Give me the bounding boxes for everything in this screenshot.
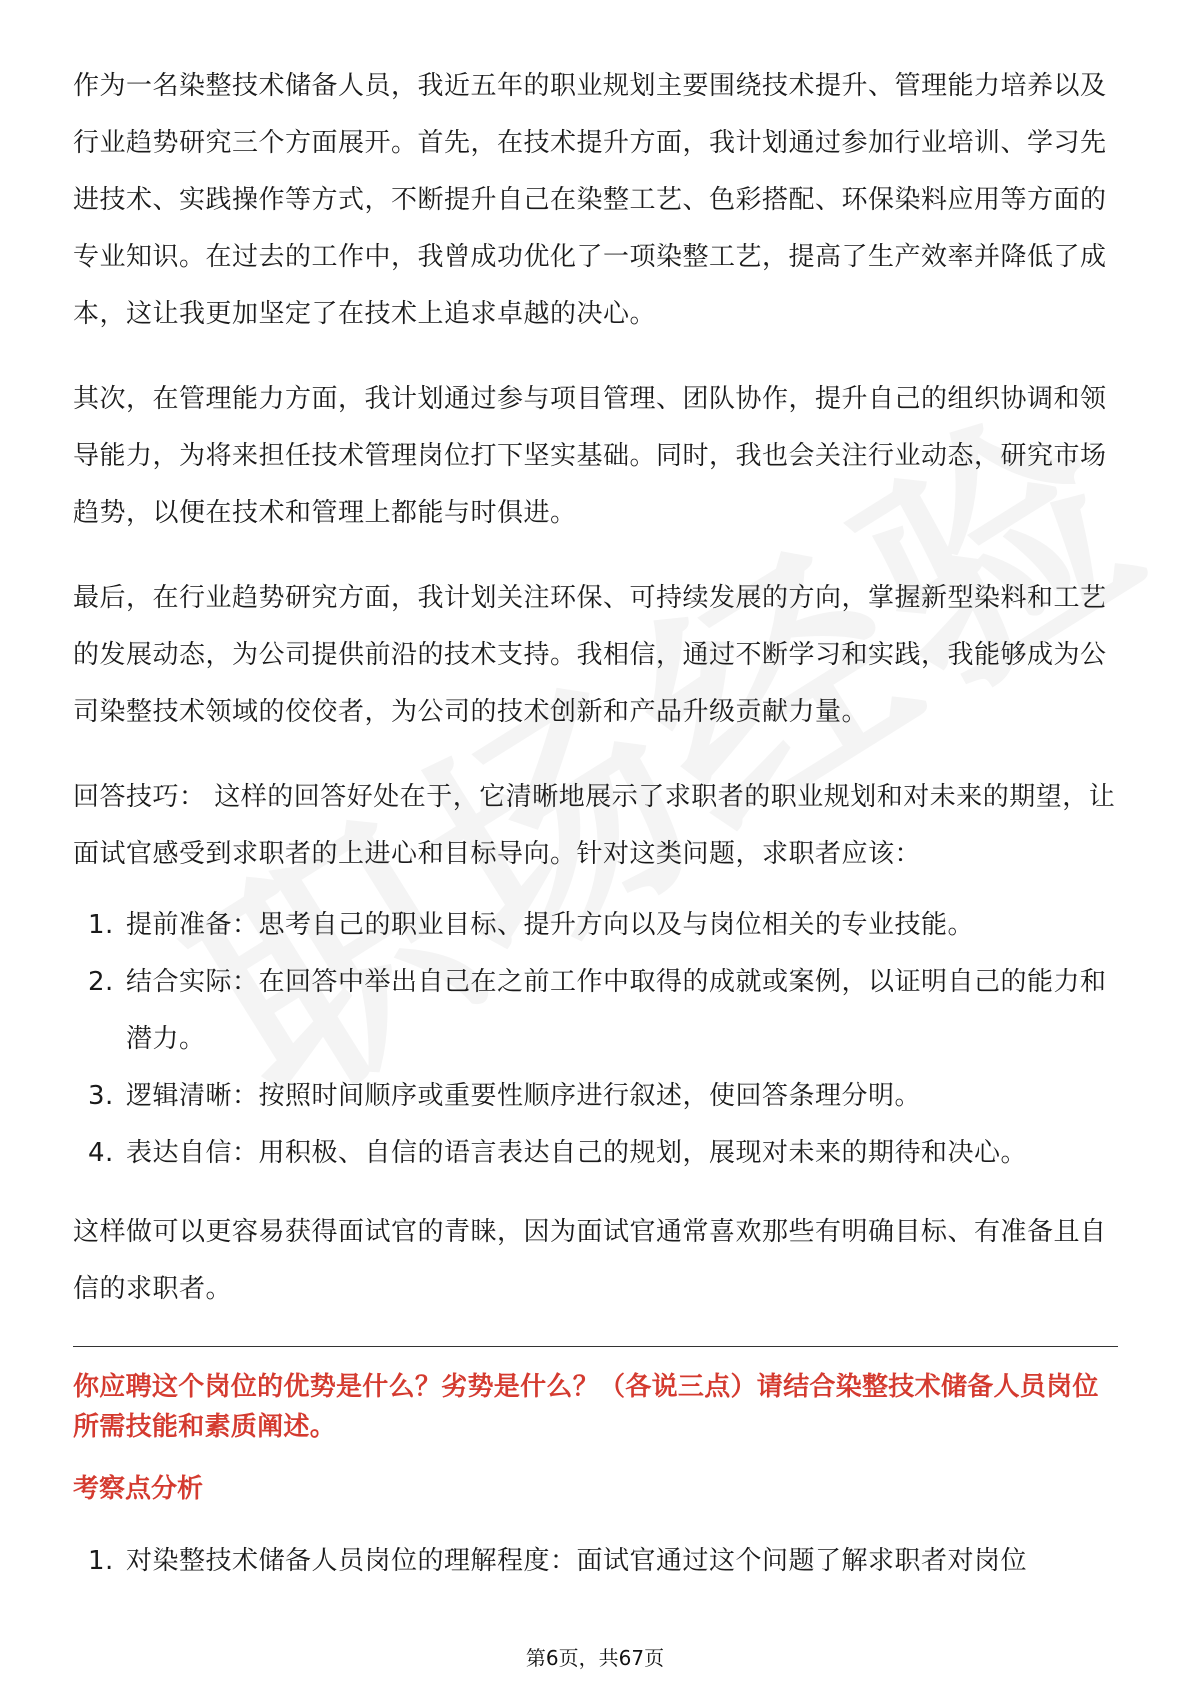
- list-number: 2.: [88, 967, 114, 997]
- analysis-heading: 考察点分析: [73, 1474, 204, 1504]
- list-number: 1.: [88, 910, 114, 940]
- answer-tips-paragraph: 回答技巧： 这样的回答好处在于，它清晰地展示了求职者的职业规划和对未来的期望，让面试官感受到求职者的上进心和目标导向。针对这类问题，求职者应该：: [73, 782, 1116, 869]
- document-page: [73, 58, 1118, 1612]
- analysis-list: [73, 1533, 1118, 1590]
- conclusion-paragraph: 这样做可以更容易获得面试官的青睐，因为面试官通常喜欢那些有明确目标、有准备且自信的求职者。: [73, 1217, 1107, 1304]
- list-item: [73, 1125, 1118, 1182]
- page-number: 第6页，共67页: [525, 1646, 665, 1670]
- list-item: [73, 897, 1118, 954]
- paragraph-1: 作为一名染整技术储备人员，我近五年的职业规划主要围绕技术提升、管理能力培养以及行业趋势研究三个方面展开。首先，在技术提升方面，我计划通过参加行业培训、学习先进技术、实践操作等方式，不断提升自己在染整工艺、色彩搭配、环保染料应用等方面的专业知识。在过去的工作中，我曾成功优化了一项染整工艺，提高了生产效率并降低了成本，这让我更加坚定了在技术上追求卓越的决心。: [73, 71, 1107, 329]
- list-item: [73, 954, 1118, 1068]
- list-text: 对染整技术储备人员岗位的理解程度：面试官通过这个问题了解求职者对岗位: [126, 1546, 1028, 1576]
- list-item: [73, 1533, 1118, 1590]
- tips-list: [73, 897, 1118, 1182]
- list-number: 1.: [88, 1546, 114, 1576]
- list-text: 提前准备：思考自己的职业目标、提升方向以及与岗位相关的专业技能。: [126, 910, 975, 940]
- question-heading: 你应聘这个岗位的优势是什么？劣势是什么？（各说三点）请结合染整技术储备人员岗位所需技能和素质阐述。: [73, 1372, 1099, 1442]
- section-divider: [73, 1346, 1118, 1347]
- list-number: 4.: [88, 1138, 114, 1168]
- paragraph-3: 最后，在行业趋势研究方面，我计划关注环保、可持续发展的方向，掌握新型染料和工艺的发展动态，为公司提供前沿的技术支持。我相信，通过不断学习和实践，我能够成为公司染整技术领域的佼佼者，为公司的技术创新和产品升级贡献力量。: [73, 583, 1107, 727]
- list-text: 逻辑清晰：按照时间顺序或重要性顺序进行叙述，使回答条理分明。: [126, 1081, 922, 1111]
- list-item: [73, 1068, 1118, 1125]
- list-text: 表达自信：用积极、自信的语言表达自己的规划，展现对未来的期待和决心。: [126, 1138, 1028, 1168]
- paragraph-2: 其次，在管理能力方面，我计划通过参与项目管理、团队协作，提升自己的组织协调和领导能力，为将来担任技术管理岗位打下坚实基础。同时，我也会关注行业动态，研究市场趋势，以便在技术和管理上都能与时俱进。: [73, 384, 1107, 528]
- list-text: 结合实际：在回答中举出自己在之前工作中取得的成就或案例，以证明自己的能力和潜力。: [126, 967, 1107, 1054]
- list-number: 3.: [88, 1081, 114, 1111]
